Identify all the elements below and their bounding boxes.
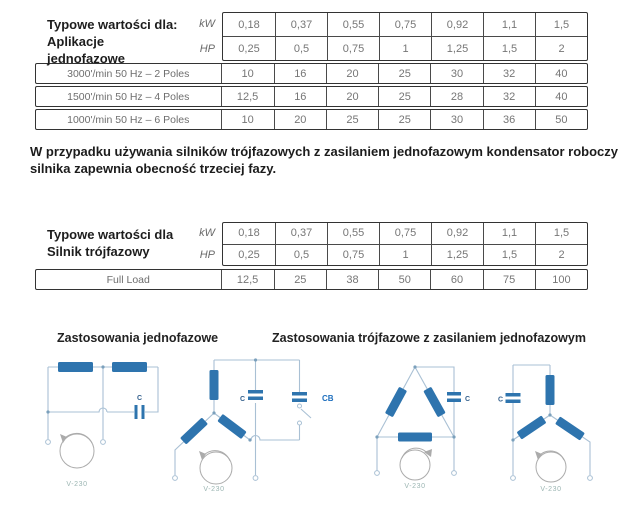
row-label: 1500'/min 50 Hz – 4 Poles <box>36 87 222 106</box>
value-cell: 1 <box>379 245 431 266</box>
three-phase-values-table <box>35 222 588 290</box>
table-title-line2: Aplikacje jednofazowe <box>47 34 126 67</box>
supply-terminal-icon <box>46 440 51 445</box>
value-cell: 0,75 <box>379 223 431 244</box>
value-cell: 2 <box>535 37 587 60</box>
motor-rotation-icon <box>400 448 432 480</box>
row-label: Full Load <box>36 270 222 289</box>
unit-label-hp: HP <box>199 42 215 55</box>
single-phase-applications-heading: Zastosowania jednofazowe <box>57 331 219 345</box>
table-header <box>35 12 588 67</box>
supply-terminal-icon <box>173 476 178 481</box>
value-cell: 25 <box>378 64 430 83</box>
unit-label-kw: kW <box>199 18 215 31</box>
phase-winding-icon <box>210 370 219 400</box>
value-cell: 25 <box>326 110 378 129</box>
value-cell: 32 <box>483 87 535 106</box>
value-cell: 1,5 <box>483 245 535 266</box>
table-title <box>35 222 186 266</box>
value-cell: 38 <box>326 270 378 289</box>
boost-capacitor-icon <box>292 392 307 402</box>
supply-terminal-icon <box>588 476 593 481</box>
table-row <box>35 86 588 107</box>
value-cell: 1,5 <box>535 13 587 36</box>
three-phase-note: W przypadku używania silników trójfazowych z zasilaniem jednofazowym kondensator roboczy silnika zapewnia obecność trzeciej fazy. <box>30 144 619 176</box>
value-cell: 0,55 <box>327 223 379 244</box>
value-cell: 0,92 <box>431 13 483 36</box>
value-cell: 0,5 <box>275 37 327 60</box>
value-cell: 20 <box>326 64 378 83</box>
value-cell: 16 <box>274 64 326 83</box>
value-cell: 1,25 <box>431 245 483 266</box>
hp-values-row <box>223 36 587 60</box>
value-cell: 0,18 <box>238 18 260 31</box>
value-cell: 12,5 <box>236 90 259 103</box>
kw-values-row <box>223 13 587 36</box>
value-cell: 20 <box>274 110 326 129</box>
supply-terminal-icon <box>101 440 106 445</box>
value-cell: 0,37 <box>275 223 327 244</box>
value-cell: 100 <box>535 270 587 289</box>
value-cell: 1,1 <box>483 13 535 36</box>
value-cell: 2 <box>535 245 587 266</box>
aux-winding-icon <box>112 362 147 372</box>
supply-terminal-icon <box>375 471 380 476</box>
table-title-line2: Silnik trójfazowy <box>47 244 150 260</box>
capacitor-label: C <box>136 395 143 402</box>
star-motor-boost-capacitor-diagram <box>165 355 340 520</box>
phase-winding-icon <box>423 387 445 418</box>
value-cell: 20 <box>326 87 378 106</box>
voltage-label: V-230 <box>540 486 562 493</box>
voltage-label: V-230 <box>404 483 426 490</box>
capacitor-label: C <box>497 396 503 404</box>
phase-winding-icon <box>180 417 208 444</box>
value-cell: 16 <box>274 87 326 106</box>
value-cell: 30 <box>430 110 482 129</box>
table-row <box>35 269 588 290</box>
table-title-line1: Typowe wartości dla: <box>47 17 178 32</box>
table-row <box>35 63 588 84</box>
value-cell: 10 <box>241 67 254 80</box>
value-cell: 75 <box>483 270 535 289</box>
table-title <box>35 12 186 67</box>
value-cell: 1 <box>379 37 431 60</box>
value-cell: 50 <box>378 270 430 289</box>
supply-terminal-icon <box>452 471 457 476</box>
main-winding-icon <box>58 362 93 372</box>
value-cell: 0,92 <box>431 223 483 244</box>
table-title-line1: Typowe wartości dla <box>47 227 174 242</box>
value-cell: 1,5 <box>535 223 587 244</box>
row-label: 3000'/min 50 Hz – 2 Poles <box>36 64 222 83</box>
value-cell: 1,25 <box>431 37 483 60</box>
single-phase-values-table <box>35 12 588 130</box>
value-cell: 32 <box>483 64 535 83</box>
phase-winding-icon <box>555 416 585 440</box>
value-cell: 50 <box>535 110 587 129</box>
value-cell: 0,75 <box>327 245 379 266</box>
value-cell: 10 <box>241 113 254 126</box>
delta-motor-capacitor-diagram <box>340 355 485 515</box>
value-cell: 25 <box>274 270 326 289</box>
single-phase-motor-diagram <box>35 355 175 515</box>
run-capacitor-icon <box>248 390 263 400</box>
switch-contact-icon <box>298 404 302 408</box>
phase-winding-icon <box>546 375 555 405</box>
value-cell: 30 <box>430 64 482 83</box>
value-cell: 0,75 <box>379 13 431 36</box>
phase-winding-icon <box>385 387 407 418</box>
run-capacitor-icon <box>506 393 521 403</box>
kw-values-row <box>223 223 587 244</box>
run-capacitor-icon <box>136 405 143 419</box>
supply-terminal-icon <box>253 476 258 481</box>
phase-winding-icon <box>398 433 432 442</box>
value-cell: 0,75 <box>327 37 379 60</box>
value-cell: 12,5 <box>236 273 259 286</box>
supply-terminal-icon <box>511 476 516 481</box>
value-cell: 0,37 <box>275 13 327 36</box>
value-cell: 1,1 <box>483 223 535 244</box>
value-cell: 25 <box>378 87 430 106</box>
star-motor-capacitor-diagram <box>490 355 635 520</box>
table-header <box>35 222 588 266</box>
motor-rotation-icon <box>535 451 566 482</box>
value-cell: 0,55 <box>327 13 379 36</box>
phase-winding-icon <box>517 415 547 439</box>
value-cell: 25 <box>378 110 430 129</box>
switch-contact-icon <box>298 421 302 425</box>
hp-values-row <box>223 244 587 266</box>
boost-capacitor-label: CB <box>322 394 334 403</box>
value-cell: 0,25 <box>238 248 260 261</box>
value-cell: 28 <box>430 87 482 106</box>
capacitor-label: C <box>465 396 471 403</box>
value-cell: 36 <box>483 110 535 129</box>
unit-label-hp: HP <box>199 249 215 261</box>
value-cell: 1,5 <box>483 37 535 60</box>
value-cell: 0,25 <box>238 42 260 55</box>
value-cell: 40 <box>535 87 587 106</box>
value-cell: 40 <box>535 64 587 83</box>
table-row <box>35 109 588 130</box>
value-cell: 60 <box>430 270 482 289</box>
three-phase-applications-heading: Zastosowania trójfazowe z zasilaniem jednofazowym <box>272 331 586 345</box>
run-capacitor-icon <box>447 392 461 402</box>
voltage-label: V-230 <box>66 481 88 488</box>
capacitor-label: C <box>239 396 245 403</box>
row-label: 1000'/min 50 Hz – 6 Poles <box>36 110 222 129</box>
motor-rotation-icon <box>60 433 94 468</box>
value-cell: 0,18 <box>238 227 260 240</box>
unit-label-kw: kW <box>199 227 215 239</box>
motor-rotation-icon <box>199 451 232 484</box>
voltage-label: V-230 <box>203 486 225 493</box>
value-cell: 0,5 <box>275 245 327 266</box>
phase-winding-icon <box>217 414 246 439</box>
